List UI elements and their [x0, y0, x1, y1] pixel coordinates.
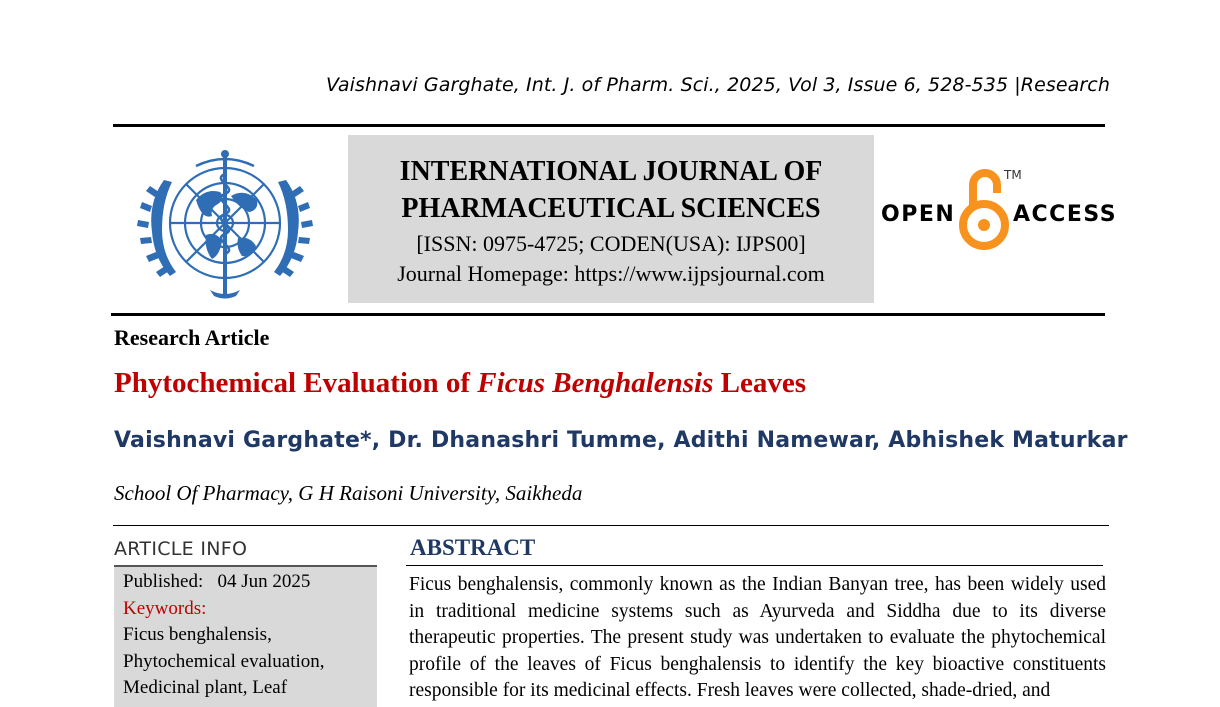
author-affiliation: School Of Pharmacy, G H Raisoni University, Saikheda — [114, 481, 583, 505]
published-row — [123, 569, 377, 596]
keyword-item: Ficus benghalensis, — [123, 624, 272, 645]
keywords-label: Keywords: — [123, 597, 207, 619]
citation-header: Vaishnavi Garghate, Int. J. of Pharm. Sci., 2025, Vol 3, Issue 6, 528-535 |Research — [325, 74, 1110, 96]
title-part-1: Phytochemical Evaluation of — [114, 367, 478, 399]
section-divider — [113, 525, 1109, 526]
abstract-rule — [406, 565, 1103, 566]
header-rule-bottom — [111, 313, 1105, 316]
published-date: 04 Jun 2025 — [217, 571, 311, 592]
open-access-access-text: ACCESS — [1013, 202, 1118, 227]
article-title — [114, 367, 806, 400]
open-access-logo — [880, 165, 1118, 255]
author-list: Vaishnavi Garghate*, Dr. Dhanashri Tumme, Adithi Namewar, Abhishek Maturkar — [114, 428, 1128, 453]
title-species-name: Ficus Benghalensis — [477, 367, 714, 399]
journal-emblem-logo — [126, 140, 324, 306]
journal-name-line1: INTERNATIONAL JOURNAL OF — [399, 156, 823, 187]
journal-identifiers: [ISSN: 0975-4725; CODEN(USA): IJPS00] — [416, 231, 806, 256]
title-part-3: Leaves — [713, 367, 807, 399]
journal-homepage-link[interactable]: Journal Homepage: https://www.ijpsjournal.com — [397, 261, 825, 286]
journal-name-line2: PHARMACEUTICAL SCIENCES — [401, 193, 821, 224]
abstract-heading: ABSTRACT — [410, 535, 536, 560]
article-type: Research Article — [114, 325, 270, 350]
abstract-body — [409, 572, 1106, 705]
open-access-open-text: OPEN — [881, 202, 956, 227]
header-rule-top — [113, 124, 1105, 127]
keyword-item: Medicinal plant, Leaf — [123, 677, 288, 698]
article-info-heading: ARTICLE INFO — [114, 538, 248, 560]
published-label: Published: — [123, 571, 204, 592]
article-info-box — [114, 567, 377, 707]
abstract-paragraph: Ficus benghalensis, commonly known as the Indian Banyan tree, has been widely used in traditional medicine systems such as Ayurveda and Siddha due to its diverse therapeutic properties. The present study was undertaken to evaluate the phytochemical profile of the leaves of Ficus benghalensis to identify the key bioactive constituents responsible for its medicinal effects. Fresh leaves were collected, shade-dried, and — [409, 574, 1106, 701]
keyword-item: Phytochemical evaluation, — [123, 650, 325, 672]
journal-header-box — [348, 135, 874, 303]
trademark-mark: TM — [1004, 168, 1022, 182]
